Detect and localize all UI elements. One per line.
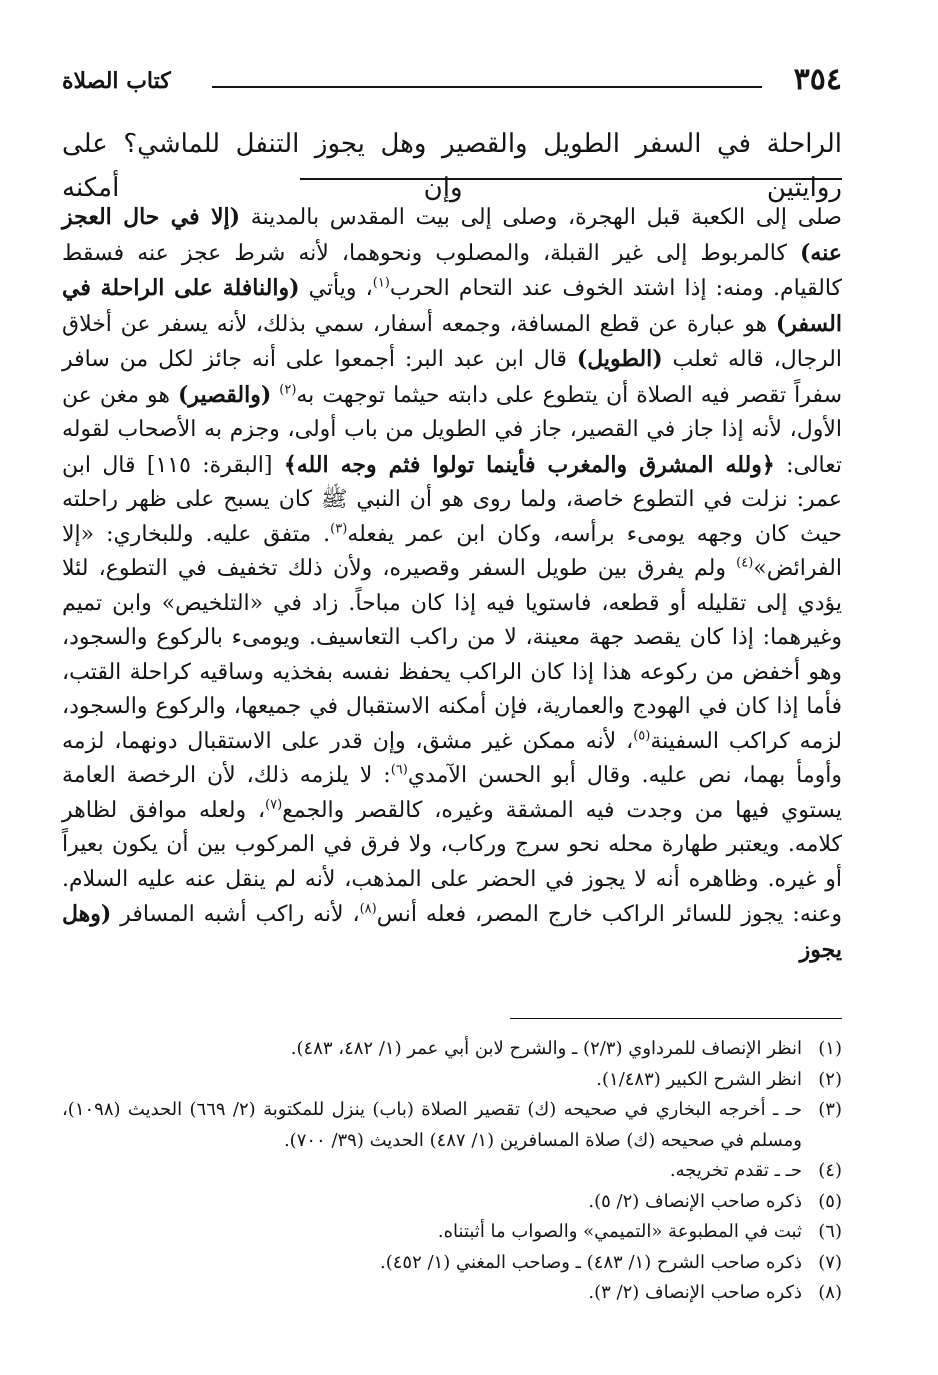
footnote-number: (٧) [818,1251,842,1273]
footnote-item [62,1278,842,1309]
text-run: قال ابن عبد البر: أجمعوا على أنه جائز لكل من سافر سفراً تقصر فيه الصلاة أن يتطوع على دابته حيثما توجهت به [62,347,842,408]
text-run: ، ولعله موافق لظاهر كلامه. ويعتبر طهارة محله نحو سرج وركاب، ولا فرق في المركوب بين أن يكون بعيراً أو غيره. وظاهره أنه لا يجوز في الحضر على المذهب، لأنه لم ينقل عنه عليه السلام. وعنه: يجوز للسائر الراكب خارج المصر، فعله أنس [62,797,843,927]
header-rule [212,86,762,88]
text-run: [البقرة: ١١٥] قال ابن عمر: نزلت في التطوع خاصة، ولما روى هو أن النبي ﷺ كان يسبح على ظهر راحلته حيث كان وجهه يومىء برأسه، وكان ابن عمر يفعله [62,452,842,547]
text-run: صلى إلى الكعبة قبل الهجرة، وصلى إلى بيت المقدس بالمدينة [240,205,842,230]
footnote-text: حـ ـ تقدم تخريجه. [669,1160,802,1181]
footnote-number: (٢) [818,1068,842,1090]
footnote-ref: (٧) [265,797,283,813]
text-run: هو مغن عن الأول، لأنه إذا جاز في القصير، جاز في الطويل من باب أولى، وجزم به الأصحاب لقوله تعالى: [62,382,842,478]
bold-text-run: (إلا في حال العجز عنه) [62,204,842,266]
footnote-text: انظر الإنصاف للمرداوي (٢/٣) ـ والشرح لابن أبي عمر (١/ ٤٨٢، ٤٨٣). [290,1038,802,1059]
footnote-text: ذكره صاحب الشرح (١/ ٤٨٣) ـ وصاحب المغني (١/ ٤٥٢). [379,1251,802,1273]
text-run: هو عبارة عن قطع المسافة، وجمعه أسفار، سمي بذلك، لأنه يسفر عن أخلاق الرجال، قاله ثعلب [62,311,842,372]
footnote-number: (٦) [818,1221,842,1242]
footnote-item [62,1217,842,1248]
footnote-text: ذكره صاحب الإنصاف (٢/ ٣). [588,1282,802,1303]
footnote-number: (١) [818,1038,842,1059]
commentary-text [62,200,842,968]
footnote-item [62,1034,842,1065]
matn-rule [300,178,842,180]
footnote-text: ثبت في المطبوعة «التميمي» والصواب ما أثبتناه. [437,1221,802,1242]
text-run: ، لأنه ممكن غير مشق، وإن قدر على الاستقبال دونهما، لزمه وأومأ بهما، نص عليه. وقال أبو الحسن الآمدي [62,728,842,788]
page-number: ٣٥٤ [793,62,842,97]
footnote-ref: (٢) [279,382,297,398]
footnote-item [62,1156,842,1187]
footnote-text: انظر الشرح الكبير (١/٤٨٣). [596,1068,802,1090]
bold-text-run: (والنافلة على الراحلة في السفر) [62,275,842,337]
bold-text-run: ﴿ولله المشرق والمغرب فأينما تولوا فثم وجه الله﴾ [283,451,775,478]
footnote-ref: (٦) [390,762,408,778]
text-run: : لا يلزمه ذلك، لأن الرخصة العامة يستوي فيها من وجدت فيه المشقة وغيره، كالقصر والجمع [62,763,843,823]
footnote-item [62,1248,842,1279]
footnote-text: حـ ـ أخرجه البخاري في صحيحه (ك) تقصير الصلاة (باب) ينزل للمكتوبة (٢/ ٦٦٩) الحديث (١٠٩٨)، ومسلم في صحيحه (ك) صلاة المسافرين (١/ ٤٨٧) الحديث (٣٩/ ٧٠٠). [62,1099,802,1151]
footnote-ref: (٤) [736,555,754,571]
footnote-ref: (١) [372,275,390,291]
text-run: ، لأنه راكب أشبه المسافر [111,902,360,927]
footnote-ref: (٣) [330,521,348,537]
footnote-ref: (٥) [633,728,651,744]
text-run: ، ويأتي [299,276,373,301]
footnotes [62,1034,842,1309]
footnote-number: (٨) [818,1282,842,1303]
footnote-item [62,1095,842,1156]
bold-text-run: (والقصير) [178,381,272,408]
footnote-number: (٥) [818,1190,842,1212]
footnote-text: ذكره صاحب الإنصاف (٢/ ٥). [588,1190,802,1212]
footnote-item [62,1065,842,1096]
footnote-number: (٤) [818,1160,842,1181]
text-run: كالمربوط إلى غير القبلة، والمصلوب ونحوهما، لأنه شرط عجز عنه فسقط كالقيام. ومنه: إذا اشتد الخوف عند التحام الحرب [62,240,843,301]
footnote-rule [510,1018,842,1019]
matn-text: الراحلة في السفر الطويل والقصير وهل يجوز التنفل للماشي؟ على روايتين وإن أمكنه [62,129,842,203]
footnote-number: (٣) [818,1099,842,1120]
text-run: . متفق عليه. وللبخاري: «إلا الفرائض» [62,521,842,581]
footnote-item [62,1187,842,1218]
running-title: كتاب الصلاة [62,68,171,94]
footnote-ref: (٨) [359,901,377,917]
bold-text-run: (وهل يجوز [62,901,842,963]
text-run: ولم يفرق بين طويل السفر وقصيره، ولأن ذلك تخفيف في التطوع، لئلا يؤدي إلى تقليله أو قطعه، فاستويا فيه إذا كان مباحاً. زاد في «التلخيص» وابن تميم وغيرهما: إذا كان يقصد جهة معينة، لا من راكب التعاسيف. ويومىء بالركوع والسجود، وهو أخفض من ركوعه هذا إذا كان الراكب يحفظ نفسه بفخذيه وساقيه كراحلة القتب، فأما إذا كان في الهودج والعمارية، فإن أمكنه الاستقبال في جميعها، والركوع والسجود، لزمه كراكب السفينة [62,556,842,754]
page-header [62,60,842,100]
bold-text-run: (الطويل) [576,346,663,372]
